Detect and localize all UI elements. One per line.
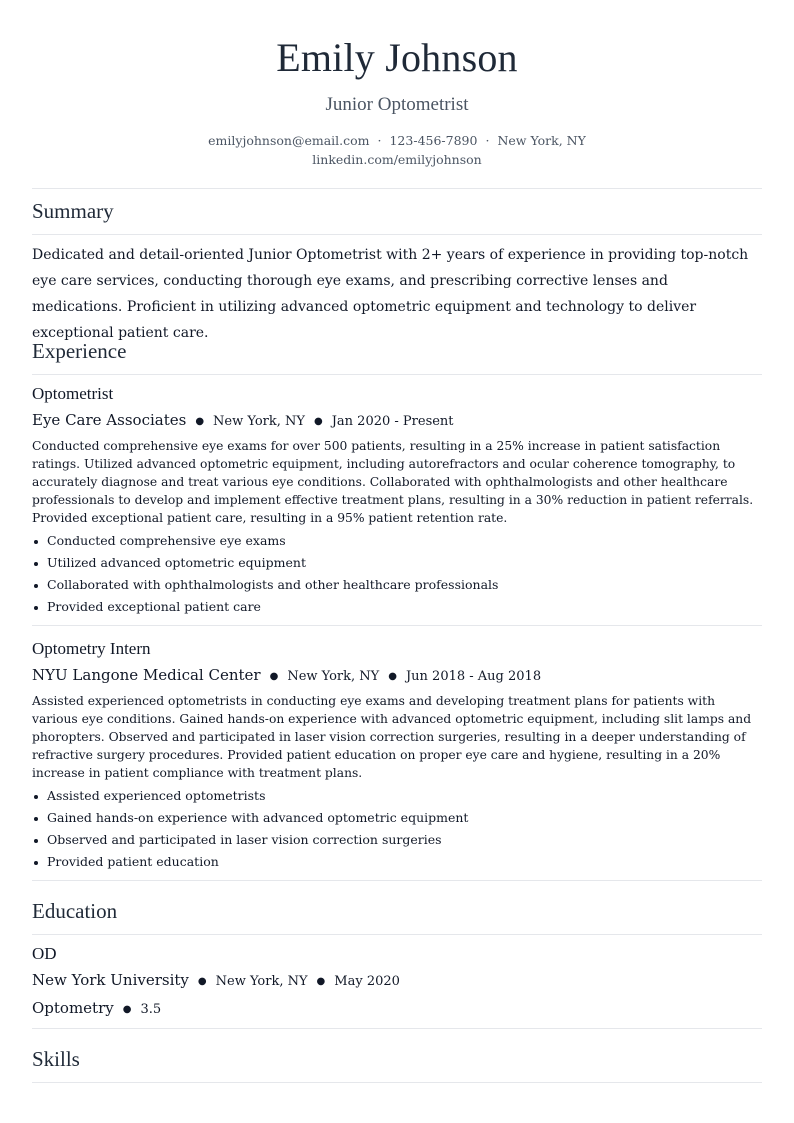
job-meta xyxy=(32,666,762,687)
job-bullet: Provided exceptional patient care xyxy=(32,596,762,618)
education-heading: Education xyxy=(32,899,118,923)
contact-line xyxy=(32,132,762,150)
bullet-dot: ● xyxy=(195,416,205,427)
resume-header xyxy=(32,0,762,169)
bullet-dot: ● xyxy=(313,416,323,427)
bullet-dot: ● xyxy=(269,671,279,682)
job-entry xyxy=(32,384,762,618)
job-description: Conducted comprehensive eye exams for over 500 patients, resulting in a 25% increase in patient satisfaction ratings. Utilized advanced optometric equipment, including autorefractors and ocular coherence tomography, to accurately diagnose and treat various eye conditions. Collaborated with ophthalmologists and other healthcare professionals to develop and implement effective treatment plans, resulting in a 30% reduction in patient referrals. Provided exceptional patient care, resulting in a 95% patient retention rate. xyxy=(32,439,754,525)
divider xyxy=(32,934,762,935)
job-title: Optometrist xyxy=(32,384,114,403)
bullet-dot: ● xyxy=(122,1004,132,1015)
bullet-dot: ● xyxy=(388,671,397,682)
contact-email[interactable]: emilyjohnson@email.com xyxy=(208,133,370,148)
education-school: New York University xyxy=(32,971,189,989)
divider xyxy=(32,188,762,189)
job-location: New York, NY xyxy=(287,669,380,684)
divider xyxy=(32,1082,762,1083)
job-bullet: Conducted comprehensive eye exams xyxy=(32,530,762,552)
job-location: New York, NY xyxy=(213,414,305,429)
job-description: Assisted experienced optometrists in conducting eye exams and developing treatment plans for patients with various eye conditions. Gained hands-on experience with advanced optometric equipment, including slit lamps and phoropters. Observed and participated in laser vision correction surgeries, resulting in a deeper understanding of refractive surgery procedures. Provided patient education on proper eye care and hygiene, resulting in a 20% increase in patient compliance with treatment plans. xyxy=(32,694,752,780)
job-bullets xyxy=(32,530,762,618)
education-location: New York, NY xyxy=(215,974,308,989)
job-dates: Jan 2020 - Present xyxy=(331,414,454,429)
job-company: NYU Langone Medical Center xyxy=(32,666,261,684)
job-bullet: Collaborated with ophthalmologists and other healthcare professionals xyxy=(32,574,762,596)
experience-heading: Experience xyxy=(32,339,127,363)
separator-dot: · xyxy=(485,133,490,148)
job-bullet: Utilized advanced optometric equipment xyxy=(32,552,762,574)
job-bullet: Observed and participated in laser vision correction surgeries xyxy=(32,829,762,851)
education-field: Optometry xyxy=(32,999,114,1017)
candidate-role: Junior Optometrist xyxy=(325,94,469,115)
job-bullet: Gained hands-on experience with advanced optometric equipment xyxy=(32,807,762,829)
education-entry xyxy=(32,944,762,1020)
job-dates: Jun 2018 - Aug 2018 xyxy=(405,669,542,684)
separator-dot: · xyxy=(377,133,382,148)
bullet-dot: ● xyxy=(316,976,326,987)
contact-linkedin[interactable]: linkedin.com/emilyjohnson xyxy=(312,152,482,167)
divider xyxy=(32,234,762,235)
summary-heading: Summary xyxy=(32,199,114,223)
candidate-name: Emily Johnson xyxy=(276,35,518,80)
divider xyxy=(32,880,762,881)
education-date: May 2020 xyxy=(334,974,400,989)
job-company: Eye Care Associates xyxy=(32,411,187,429)
summary-text: Dedicated and detail-oriented Junior Optometrist with 2+ years of experience in providing top-notch eye care services, conducting thorough eye exams, and prescribing corrective lenses and medications. Proficient in utilizing advanced optometric equipment and technology to deliver exceptional patient care. xyxy=(32,247,749,341)
divider xyxy=(32,1028,762,1029)
job-bullet: Assisted experienced optometrists xyxy=(32,785,762,807)
skills-heading: Skills xyxy=(32,1047,80,1071)
job-entry xyxy=(32,639,762,873)
job-meta xyxy=(32,411,762,432)
divider xyxy=(32,374,762,375)
contact-location: New York, NY xyxy=(497,133,586,148)
divider xyxy=(32,625,762,626)
job-title: Optometry Intern xyxy=(32,639,151,658)
education-meta xyxy=(32,971,762,992)
job-bullet: Provided patient education xyxy=(32,851,762,873)
bullet-dot: ● xyxy=(197,976,207,987)
education-degree: OD xyxy=(32,944,57,963)
education-gpa: 3.5 xyxy=(140,1002,162,1017)
contact-phone[interactable]: 123-456-7890 xyxy=(389,133,478,148)
job-bullets xyxy=(32,785,762,873)
education-field-line xyxy=(32,999,762,1020)
